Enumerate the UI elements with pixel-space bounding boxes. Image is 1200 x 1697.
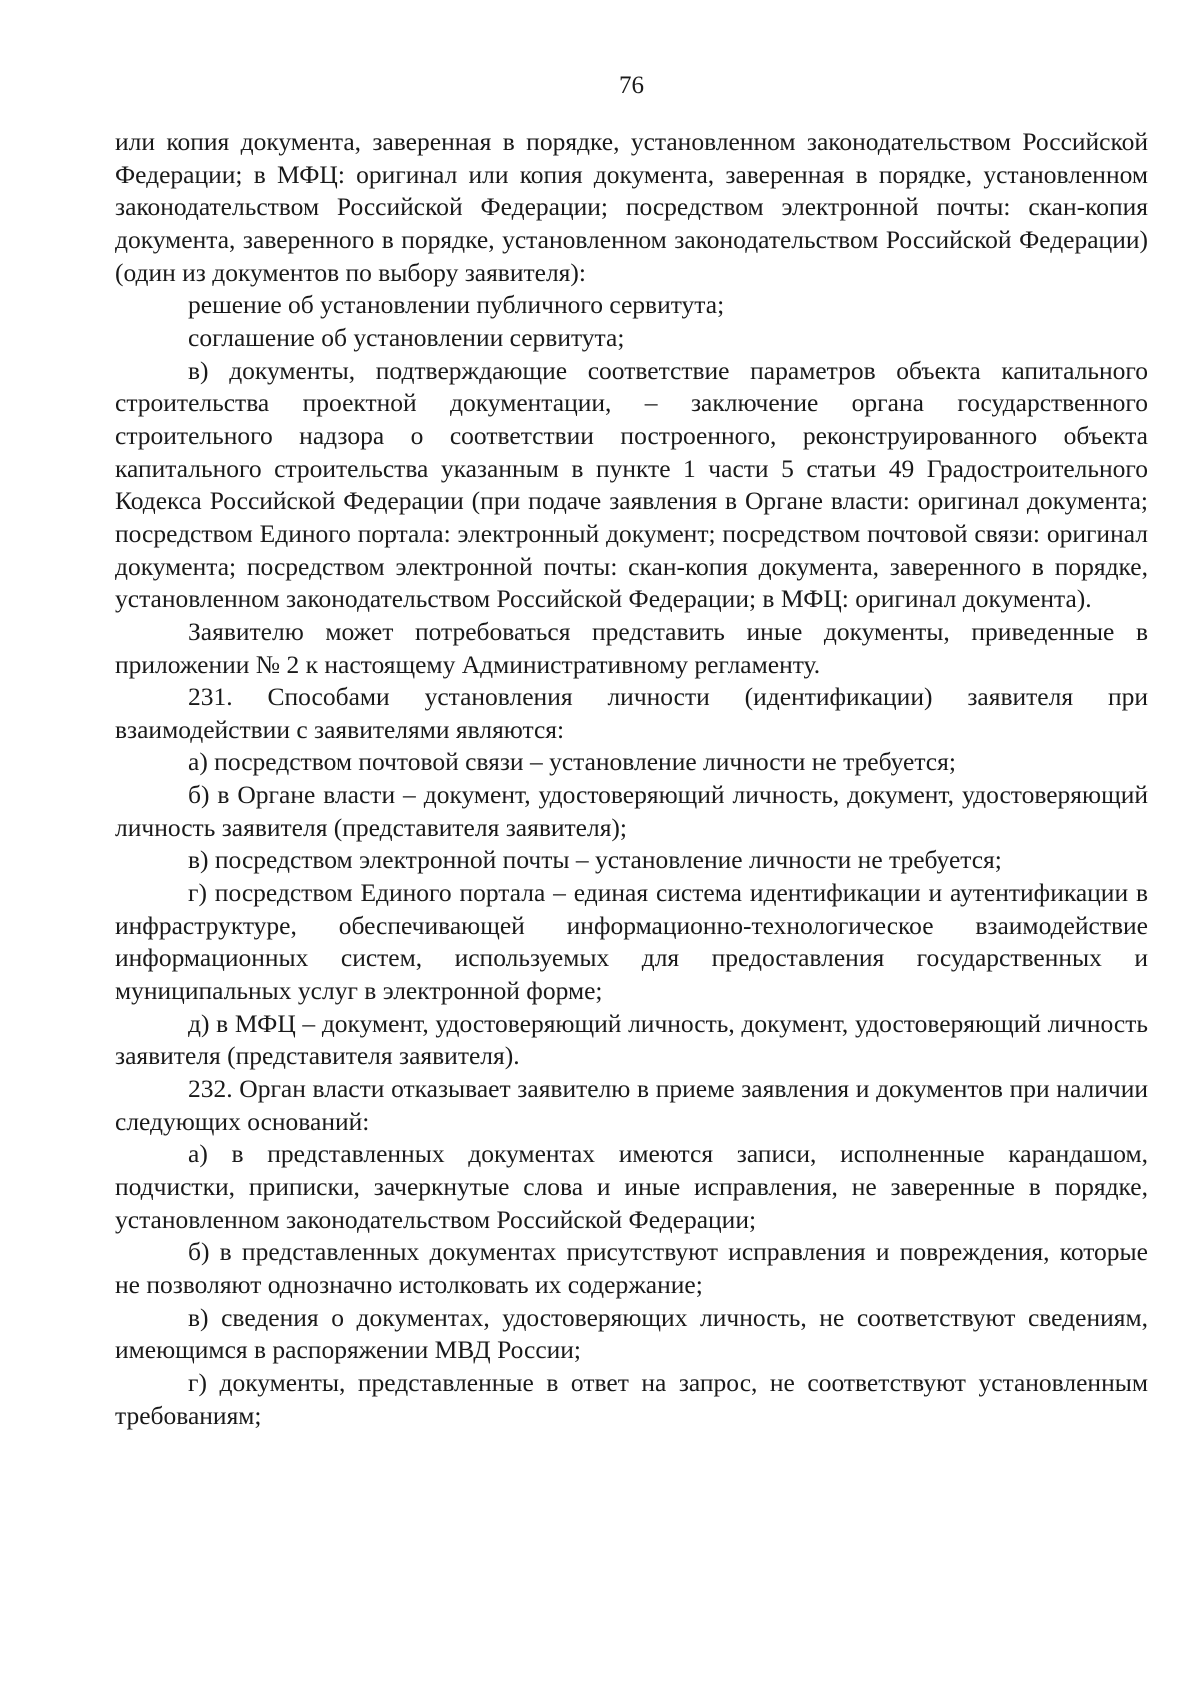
paragraph-232-v: в) сведения о документах, удостоверяющих личность, не соответствуют сведениям, имеющимся в распоряжении МВД России; [115, 1302, 1148, 1365]
paragraph-easement-agreement: соглашение об установлении сервитута; [188, 322, 625, 352]
paragraph-232: 232. Орган власти отказывает заявителю в приеме заявления и документов при наличии следующих оснований: [115, 1074, 1148, 1136]
document-body [115, 126, 1148, 1432]
paragraph-231-b: б) в Органе власти – документ, удостоверяющий личность, документ, удостоверяющий личность заявителя (представителя заявителя); [115, 780, 1148, 842]
paragraph-232-g: г) документы, представленные в ответ на запрос, не соответствуют установленным требованиям; [115, 1367, 1148, 1430]
paragraph-231-g: г) посредством Единого портала – единая система идентификации и аутентификации в инфраструктуре, обеспечивающей информационно-технологическое взаимодействие информационных систем, используемых для предоставления государственных и муниципальных услуг в электронной форме; [115, 878, 1148, 1006]
paragraph-231: 231. Способами установления личности (идентификации) заявителя при взаимодействии с заявителями являются: [115, 682, 1148, 744]
paragraph-other-documents: Заявителю может потребоваться представить иные документы, приведенные в приложении № 2 к настоящему Административному регламенту. [115, 616, 1148, 679]
paragraph-item-v-documents: в) документы, подтверждающие соответствие параметров объекта капитального строительства проектной документации, – заключение органа государственного строительного надзора о соответствии построенного, реконструированного объекта капитального строительства указанным в пункте 1 части 5 статьи 49 Градостроительного Кодекса Российской Федерации (при подаче заявления в Органе власти: оригинал документа; посредством Единого портала: электронный документ; посредством почтовой связи: оригинал документа; посредством электронной почты: скан-копия документа, заверенного в порядке, установленном законодательством Российской Федерации; в МФЦ: оригинал документа). [115, 355, 1148, 614]
paragraph-231-v: в) посредством электронной почты – установление личности не требуется; [188, 845, 1002, 875]
paragraph-231-d: д) в МФЦ – документ, удостоверяющий личность, документ, удостоверяющий личность заявителя (представителя заявителя). [115, 1008, 1148, 1071]
page-number: 76 [619, 72, 644, 99]
paragraph-232-b: б) в представленных документах присутствуют исправления и повреждения, которые не позволяют однозначно истолковать их содержание; [115, 1237, 1148, 1299]
paragraph-232-a: а) в представленных документах имеются записи, исполненные карандашом, подчистки, приписки, зачеркнутые слова и иные исправления, не заверенные в порядке, установленном законодательством Российской Федерации; [115, 1139, 1148, 1234]
paragraph-231-a: а) посредством почтовой связи – установление личности не требуется; [188, 747, 956, 777]
paragraph-continuation: или копия документа, заверенная в порядке, установленном законодательством Российской Федерации; в МФЦ: оригинал или копия документа, заверенная в порядке, установленном законодательством Российской Федерации; посредством электронной почты: скан-копия документа, заверенного в порядке, установленном законодательством Российской Федерации) (один из документов по выбору заявителя): [115, 127, 1148, 287]
paragraph-public-easement: решение об установлении публичного сервитута; [188, 290, 725, 320]
